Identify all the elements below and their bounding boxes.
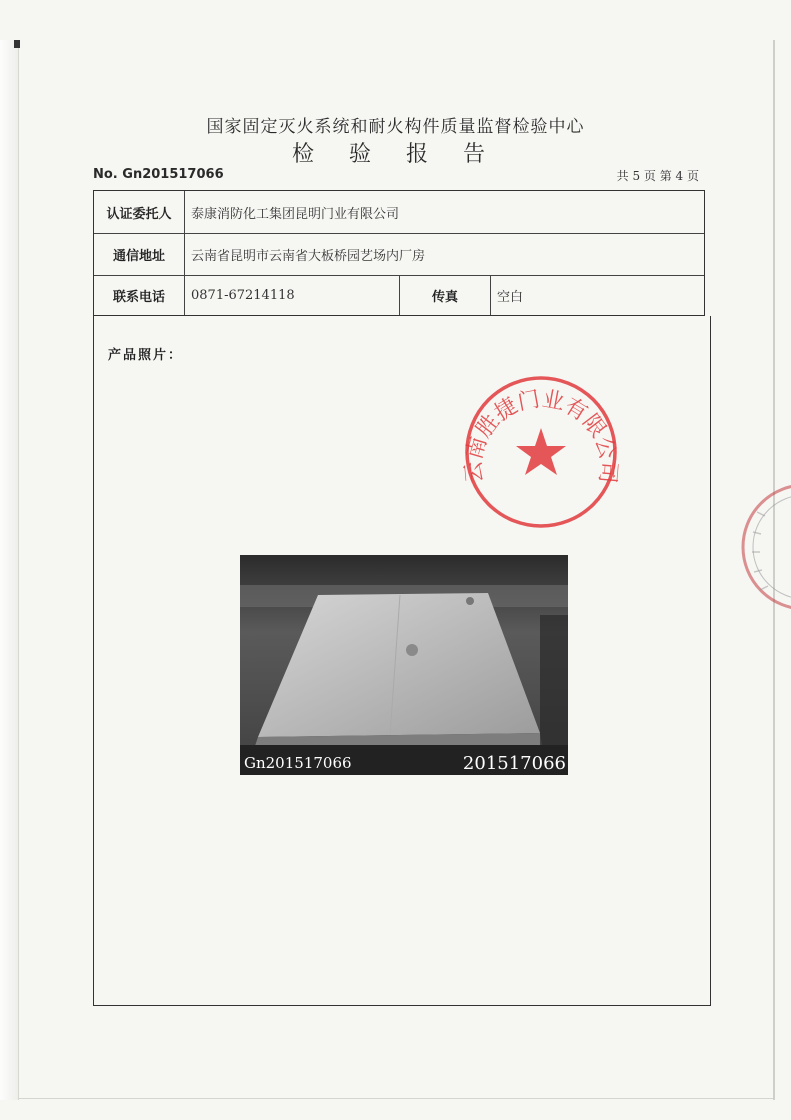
company-seal [461,372,621,532]
page-bottom-edge [18,1098,773,1099]
address-value: 云南省昆明市云南省大板桥园艺场内厂房 [191,249,426,264]
photo-label: 产品照片： [108,348,184,363]
client-label: 认证委托人 [94,191,185,233]
address-row [94,233,704,275]
client-row [94,191,704,233]
org-title: 国家固定灭火系统和耐火构件质量监督检验中心 [206,117,585,137]
phone-row [94,275,704,315]
partial-seal [735,472,791,622]
phone-label: 联系电话 [94,276,185,315]
corner-mark [14,40,20,48]
report-number: No. Gn201517066 [93,167,224,182]
fax-label: 传真 [400,276,491,315]
photo-image [240,555,568,775]
photo-caption-right: 201517066 [462,753,566,774]
photo-caption-left: Gn201517066 [244,754,352,772]
fax-value: 空白 [497,290,524,305]
scan-edge [0,40,19,1100]
client-value: 泰康消防化工集团昆明门业有限公司 [191,206,400,222]
page-count: 共 5 页 第 4 页 [616,169,699,183]
phone-value: 0871-67214118 [185,276,400,315]
report-title: 检 验 报 告 [292,142,499,167]
svg-text:云南胜捷门业有限公司: 云南胜捷门业有限公司 [461,386,621,485]
info-table [93,190,705,316]
product-photo [240,555,568,775]
address-label: 通信地址 [94,234,185,275]
